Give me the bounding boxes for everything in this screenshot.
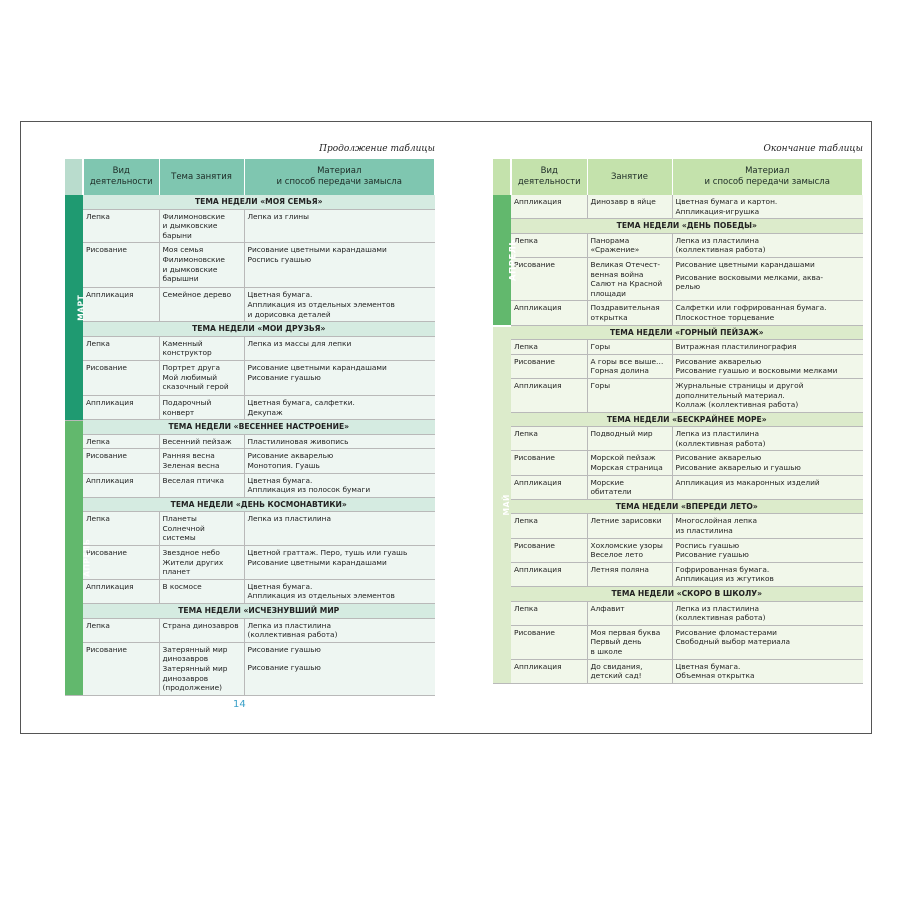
cell-line: Панорама [590, 235, 630, 245]
table-cell: Лепка [83, 618, 159, 642]
table-cell [244, 512, 435, 546]
cell-line: Моя первая буква [590, 627, 661, 637]
table-cell: Лепка [83, 434, 159, 449]
table-row [65, 243, 435, 288]
cell-line: Рисование акварелью [247, 451, 334, 461]
right-page [493, 122, 863, 733]
table-row [493, 427, 863, 451]
cell-line: Лепка из пластилина [675, 603, 760, 613]
cell-line: Журнальные страницы и другой [675, 380, 804, 390]
table-cell [159, 209, 244, 243]
cell-line: Ранняя весна [162, 451, 215, 461]
table-cell [159, 434, 244, 449]
cell-line: Поздравительная [590, 303, 660, 313]
header-corner [65, 159, 83, 195]
table-cell: ТЕМА НЕДЕЛИ «МОИ ДРУЗЬЯ» [83, 322, 435, 337]
cell-line: А горы все выше… [590, 356, 664, 366]
cell-line: Великая Отечест- [590, 259, 661, 269]
cell-line: Рисование цветными карандашами [247, 245, 387, 255]
theme-row [493, 587, 863, 602]
table-cell: Рисование [83, 243, 159, 288]
cell-line: релью [675, 282, 701, 292]
cell-line: (коллективная работа) [675, 613, 766, 623]
page-number: 14 [233, 699, 246, 710]
cell-line: Аппликация-игрушка [675, 206, 760, 216]
table-row [493, 233, 863, 257]
table-row [493, 378, 863, 412]
cell-line: Декупаж [247, 407, 283, 417]
table-cell [159, 360, 244, 395]
table-cell [672, 601, 863, 625]
cell-line: и способ передачи замысла [276, 177, 402, 187]
cell-line: Материал [317, 166, 362, 176]
table-cell [244, 579, 435, 603]
cell-line: Семейное дерево [162, 290, 232, 300]
cell-line: Вид [540, 166, 558, 176]
cell-line: конструктор [162, 348, 212, 358]
left-page [65, 122, 435, 733]
table-cell [672, 451, 863, 475]
table-cell: Аппликация [511, 378, 587, 412]
table-cell: Лепка [511, 427, 587, 451]
table-cell: Рисование [511, 625, 587, 659]
cell-line: динозавров [162, 654, 209, 664]
cell-line: Рисование акварелью [675, 453, 762, 463]
table-cell [587, 514, 672, 538]
cell-line: Гофрированная бумага. [675, 564, 770, 574]
table-cell: Лепка [511, 514, 587, 538]
cell-line: Горы [590, 380, 611, 390]
cell-line: открытка [590, 312, 628, 322]
header-topic [159, 159, 244, 195]
cell-line: Витражная пластилинография [675, 342, 797, 352]
table-cell [587, 195, 672, 219]
table-cell [587, 233, 672, 257]
cell-line: В космосе [162, 581, 202, 591]
cell-line: сказочный герой [162, 382, 229, 392]
table-cell [587, 354, 672, 378]
table-cell [672, 301, 863, 325]
cell-line: Зеленая весна [162, 460, 220, 470]
cell-line: (коллективная работа) [675, 245, 766, 255]
table-cell: ТЕМА НЕДЕЛИ «ВЕСЕННЕЕ НАСТРОЕНИЕ» [83, 420, 435, 434]
cell-line: Цветная бумага, салфетки. [247, 397, 355, 407]
cell-line: Моя семья [162, 245, 204, 255]
table-cell: Рисование [511, 538, 587, 562]
table-row [493, 562, 863, 586]
cell-line: Лепка из пластилина [675, 235, 760, 245]
table-cell [159, 546, 244, 580]
cell-line: Морские [590, 477, 624, 487]
cell-line: Цветная бумага. [247, 475, 313, 485]
month-label: МАЙ [501, 493, 511, 516]
theme-row [65, 420, 435, 434]
table-cell [672, 233, 863, 257]
cell-line: Затерянный мир [162, 664, 228, 673]
table-cell [244, 336, 435, 360]
month-may [493, 326, 511, 684]
cell-line: Вид [112, 166, 130, 176]
cell-line: Филимоновские [162, 211, 225, 221]
table-cell [672, 378, 863, 412]
table-cell [587, 451, 672, 475]
table-row [65, 579, 435, 603]
cell-line: Рисование акварелью и гуашью [675, 463, 801, 473]
table-cell [587, 659, 672, 683]
table-cell: Аппликация [511, 195, 587, 219]
theme-row [493, 412, 863, 427]
header-material [672, 159, 863, 195]
table-cell: ТЕМА НЕДЕЛИ «ДЕНЬ КОСМОНАВТИКИ» [83, 497, 435, 512]
cell-line: и дорисовка деталей [247, 309, 331, 319]
header-activity [511, 159, 587, 195]
table-cell [244, 546, 435, 580]
cell-line: Цветная бумага и картон. [675, 197, 778, 206]
cell-line: Тема занятия [171, 171, 232, 182]
cell-line: в школе [590, 646, 623, 656]
table-row [65, 546, 435, 580]
cell-line: Рисование гуашью и восковыми мелками [675, 366, 838, 376]
cell-line: барышни [162, 274, 199, 284]
cell-line: Аппликация из жгутиков [675, 574, 774, 584]
table-cell: Лепка [511, 601, 587, 625]
theme-row [65, 195, 435, 209]
month-april [65, 420, 92, 695]
cell-line: Мой любимый [162, 372, 218, 382]
table-cell [672, 195, 863, 219]
table-cell [244, 642, 435, 695]
table-cell [587, 427, 672, 451]
theme-row [493, 219, 863, 234]
table-row [65, 449, 435, 473]
table-cell [244, 360, 435, 395]
cell-line: Свободный выбор материала [675, 637, 791, 647]
cell-line: Лепка из массы для лепки [247, 338, 352, 348]
cell-line: Лепка из пластилина [247, 620, 332, 630]
table-cell [587, 340, 672, 355]
cell-line: конверт [162, 407, 195, 417]
cell-line: площади [590, 288, 626, 298]
cell-line: Подводный мир [590, 429, 653, 439]
table-cell: Рисование [83, 449, 159, 473]
cell-line: планет [162, 567, 191, 577]
cell-line: (коллективная работа) [247, 630, 338, 640]
right-table [493, 159, 863, 684]
cell-line: Пластилиновая живопись [247, 436, 349, 446]
table-row [493, 659, 863, 683]
theme-row [493, 499, 863, 514]
table-cell [159, 336, 244, 360]
table-cell [159, 618, 244, 642]
table-cell: ТЕМА НЕДЕЛИ «ИСЧЕЗНУВШИЙ МИР [83, 604, 435, 619]
table-cell [587, 538, 672, 562]
cell-line: Рисование гуашью [675, 550, 749, 560]
table-row [65, 288, 435, 322]
cell-line: Филимоновские [162, 254, 225, 264]
cell-line: Аппликация из макаронных изделий [675, 477, 820, 487]
table-cell: Лепка [83, 512, 159, 546]
theme-row [493, 326, 863, 340]
table-cell [244, 618, 435, 642]
table-cell [672, 475, 863, 499]
cell-line: Первый день [590, 637, 642, 647]
table-cell: Аппликация [83, 288, 159, 322]
table-cell [672, 340, 863, 355]
table-row [493, 354, 863, 378]
table-cell [672, 514, 863, 538]
table-row [65, 642, 435, 695]
table-cell [587, 257, 672, 300]
cell-line: Рисование акварелью [675, 356, 762, 366]
table-row [493, 195, 863, 219]
table-cell: Рисование [83, 546, 159, 580]
cell-line: До свидания, [590, 661, 643, 671]
cell-line: Цветной граттаж. Перо, тушь или гуашь [247, 548, 408, 558]
table-cell: Лепка [511, 233, 587, 257]
header-corner [493, 159, 511, 195]
table-cell: Аппликация [83, 473, 159, 497]
table-cell [672, 625, 863, 659]
table-cell: Аппликация [511, 475, 587, 499]
table-cell: Лепка [83, 336, 159, 360]
table-row [65, 473, 435, 497]
table-cell: ТЕМА НЕДЕЛИ «СКОРО В ШКОЛУ» [511, 587, 863, 602]
cell-line: Рисование гуашью [247, 663, 321, 673]
table-cell: Рисование [511, 257, 587, 300]
cell-line: Рисование цветными карандашами [247, 557, 387, 567]
table-cell [159, 642, 244, 695]
cell-line: Планеты Солнечной [162, 514, 205, 533]
cell-line: Лепка из пластилина [247, 514, 332, 524]
table-cell [672, 562, 863, 586]
cell-line: Хохломские узоры [590, 540, 663, 550]
table-cell [159, 288, 244, 322]
table-cell [244, 473, 435, 497]
cell-line: и способ передачи замысла [704, 177, 830, 187]
cell-line: Горная долина [590, 366, 649, 376]
cell-line: барыни [162, 230, 192, 240]
cell-line: Цветная бумага. [247, 290, 313, 300]
cell-line: «Сражение» [590, 245, 640, 255]
table-cell: Аппликация [83, 579, 159, 603]
table-row [65, 395, 435, 419]
cell-line: и дымковские [162, 221, 218, 231]
month-march [65, 195, 86, 420]
book-spread [20, 121, 872, 734]
cell-line: Плоскостное торцевание [675, 312, 775, 322]
cell-line: детский сад! [590, 671, 642, 681]
table-cell [159, 395, 244, 419]
table-cell [672, 354, 863, 378]
cell-line: Веселая птичка [162, 475, 225, 485]
table-row [493, 475, 863, 499]
cell-line: Затерянный мир [162, 644, 228, 654]
cell-line: Роспись гуашью [675, 540, 740, 550]
table-row [65, 512, 435, 546]
cell-line: Летние зарисовки [590, 516, 662, 526]
right-caption: Окончание таблицы [763, 144, 863, 154]
month-label: АПРЕЛЬ [508, 238, 519, 281]
table-cell [159, 243, 244, 288]
table-cell [244, 243, 435, 288]
cell-line: Лепка из глины [247, 211, 309, 221]
table-row [493, 514, 863, 538]
table-row [493, 451, 863, 475]
left-header-row [65, 159, 435, 195]
table-cell: Рисование [83, 642, 159, 695]
table-cell [244, 209, 435, 243]
cell-line: системы [162, 533, 196, 543]
cell-line: Многослойная лепка [675, 516, 757, 526]
cell-line: обитатели [590, 487, 632, 497]
cell-line: Динозавр в яйце [590, 197, 656, 206]
table-cell: ТЕМА НЕДЕЛИ «БЕСКРАЙНЕЕ МОРЕ» [511, 412, 863, 427]
month-label: МАРТ [76, 294, 86, 321]
table-row [493, 538, 863, 562]
cell-line: (продолжение) [162, 683, 223, 693]
cell-line: из пластилина [675, 526, 733, 536]
table-cell [672, 427, 863, 451]
table-cell: ТЕМА НЕДЕЛИ «МОЯ СЕМЬЯ» [83, 195, 435, 209]
table-row [493, 625, 863, 659]
cell-line: Цветная бумага. [675, 661, 741, 671]
table-row [493, 601, 863, 625]
cell-line: Алфавит [590, 603, 625, 613]
table-row [65, 209, 435, 243]
theme-row [65, 604, 435, 619]
cell-line: Рисование восковыми мелками, аква- [675, 272, 824, 282]
table-row [493, 257, 863, 300]
cell-line: Морская страница [590, 463, 663, 473]
cell-line: Роспись гуашью [247, 254, 312, 264]
table-row [65, 434, 435, 449]
cell-line: Рисование фломастерами [675, 627, 777, 637]
table-row [493, 301, 863, 325]
cell-line: Аппликация из полосок бумаги [247, 485, 371, 495]
table-cell [587, 301, 672, 325]
cell-line: Звездное небо [162, 548, 220, 558]
month-april [493, 195, 519, 326]
table-cell: Рисование [511, 451, 587, 475]
table-cell: Аппликация [83, 395, 159, 419]
cell-line: Монотопия. Гуашь [247, 460, 320, 470]
cell-line: Лепка из пластилина [675, 429, 760, 439]
cell-line: Летняя поляна [590, 564, 649, 574]
table-cell [587, 378, 672, 412]
cell-line: Рисование цветными карандашами [675, 259, 815, 269]
table-cell: ТЕМА НЕДЕЛИ «ВПЕРЕДИ ЛЕТО» [511, 499, 863, 514]
cell-line: венная война [590, 269, 644, 279]
table-cell: ТЕМА НЕДЕЛИ «ДЕНЬ ПОБЕДЫ» [511, 219, 863, 234]
table-cell [587, 562, 672, 586]
table-cell: Лепка [83, 209, 159, 243]
cell-line: динозавров [162, 673, 209, 683]
header-activity [83, 159, 159, 195]
table-cell: ТЕМА НЕДЕЛИ «ГОРНЫЙ ПЕЙЗАЖ» [511, 326, 863, 340]
cell-line: Занятие [610, 171, 649, 182]
cell-line: Портрет друга [162, 362, 221, 372]
table-row [65, 360, 435, 395]
table-cell: Лепка [511, 340, 587, 355]
cell-line: и дымковские [162, 264, 218, 274]
cell-line: Горы [590, 342, 611, 352]
cell-line: Аппликация из отдельных элементов [247, 299, 395, 309]
cell-line: Веселое лето [590, 550, 643, 560]
right-header-row [493, 159, 863, 195]
header-material [244, 159, 435, 195]
table-cell [159, 512, 244, 546]
cell-line: Салфетки или гофрированная бумага. [675, 303, 827, 313]
cell-line: дополнительный материал. [675, 390, 785, 400]
cell-line: Объемная открытка [675, 671, 755, 681]
table-cell [672, 257, 863, 300]
table-cell: Аппликация [511, 562, 587, 586]
cell-line: деятельности [517, 177, 581, 187]
left-table [65, 159, 435, 696]
table-cell [244, 395, 435, 419]
table-cell [244, 434, 435, 449]
cell-line: Рисование гуашью [247, 644, 321, 654]
table-cell [672, 659, 863, 683]
table-cell: Аппликация [511, 659, 587, 683]
table-cell [159, 473, 244, 497]
cell-line: Каменный [162, 338, 203, 348]
table-cell [159, 449, 244, 473]
table-cell: Рисование [83, 360, 159, 395]
theme-row [65, 497, 435, 512]
table-cell [587, 625, 672, 659]
table-cell [244, 449, 435, 473]
cell-line: Страна динозавров [162, 620, 239, 630]
header-lesson [587, 159, 672, 195]
cell-line: Подарочный [162, 397, 212, 407]
cell-line: Жители других [162, 557, 224, 567]
cell-line: Материал [745, 166, 790, 176]
left-caption: Продолжение таблицы [319, 144, 435, 154]
table-cell [159, 579, 244, 603]
table-row [65, 618, 435, 642]
table-cell [244, 288, 435, 322]
cell-line: Цветная бумага. [247, 581, 313, 591]
table-cell [587, 601, 672, 625]
cell-line: (коллективная работа) [675, 438, 766, 448]
table-cell [672, 538, 863, 562]
cell-line: деятельности [89, 177, 153, 187]
cell-line: Аппликация из отдельных элементов [247, 591, 395, 601]
cell-line: Рисование цветными карандашами [247, 362, 387, 372]
table-row [65, 336, 435, 360]
table-cell [587, 475, 672, 499]
table-cell: Аппликация [511, 301, 587, 325]
table-cell: Рисование [511, 354, 587, 378]
theme-row [65, 322, 435, 337]
cell-line: Коллаж (коллективная работа) [675, 400, 799, 410]
cell-line: Весенний пейзаж [162, 436, 232, 446]
cell-line: Морской пейзаж [590, 453, 656, 463]
table-row [493, 340, 863, 355]
month-label: АПРЕЛЬ [82, 538, 92, 577]
cell-line: Салют на Красной [590, 279, 663, 289]
cell-line: Рисование гуашью [247, 372, 321, 382]
